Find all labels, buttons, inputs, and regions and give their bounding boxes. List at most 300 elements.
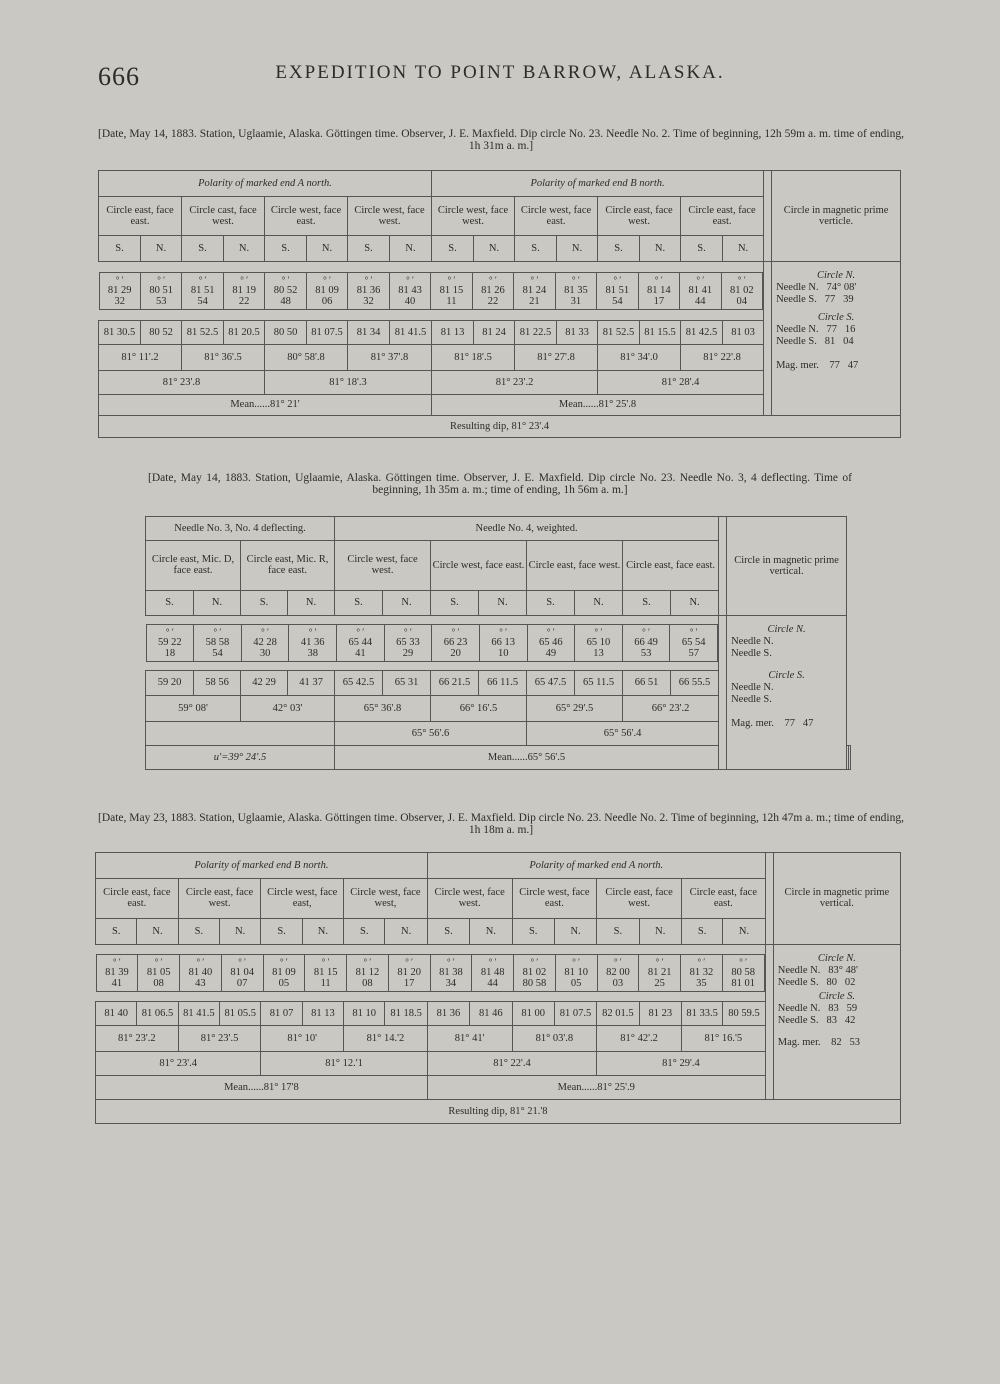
sn-cell: N.	[639, 918, 681, 944]
reading-cell	[432, 624, 480, 661]
sn-cell: S.	[681, 918, 722, 944]
sn-cell: S.	[623, 590, 671, 616]
result-row	[96, 1099, 901, 1123]
pairs-cell: 81° 11'.2	[99, 344, 182, 370]
degree-minute-marks: ° ′	[240, 274, 249, 285]
reading-cell	[527, 624, 575, 661]
position-header: Circle east, face east.	[623, 540, 719, 590]
reading-value: 81 15 11	[439, 284, 464, 307]
sn-cell: S.	[432, 236, 474, 262]
degree-minute-marks: ° ′	[696, 274, 705, 285]
table1	[98, 170, 901, 438]
position-header: Circle east, Mic. D, face east.	[146, 540, 241, 590]
readings-row	[96, 944, 901, 1001]
sn-cell: S.	[527, 590, 575, 616]
means-cell: 81 34	[348, 320, 390, 344]
gap	[765, 853, 773, 945]
means-cell: 81 07.5	[307, 320, 348, 344]
reading-value: 41 36 38	[300, 636, 325, 659]
position-header: Circle west, face east.	[265, 197, 348, 236]
sn-cell: N.	[383, 590, 431, 616]
pairs-cell: 81° 22'.8	[681, 344, 764, 370]
degree-minute-marks: ° ′	[363, 956, 372, 967]
reading-value: 81 41 44	[688, 284, 713, 307]
position-header: Circle west, face west.	[427, 879, 512, 918]
circle-s-label: Circle S.	[768, 670, 805, 682]
reading-value: 65 33 29	[396, 636, 420, 659]
sn-cell: S.	[146, 590, 194, 616]
reading-value: 81 39 41	[105, 966, 129, 989]
mag-mer-value: Mag. mer. 82 53	[777, 1036, 860, 1048]
degree-minute-marks: ° ′	[157, 274, 166, 285]
means-cell: 81 36	[427, 1001, 469, 1025]
group-b-header: Needle No. 4, weighted.	[335, 517, 719, 541]
quad-mean: 65° 56'.6	[335, 722, 527, 746]
position-header: Circle cast, face west.	[182, 197, 265, 236]
degree-minute-marks: ° ′	[196, 956, 205, 967]
table2-caption: [Date, May 14, 1883. Station, Uglaamie, Alaska. Göttingen time. Observer, J. E. Maxfield. Dip circle No. 23. Needle No. 3, 4 deflecting. Time of beginning, 1h 35m a. m.; time of ending, 1h 56m a. m.]	[148, 472, 852, 496]
needle-n-value: Needle N.	[731, 636, 774, 648]
sn-cell: S.	[265, 236, 307, 262]
means-cell: 81 33	[557, 320, 598, 344]
reading-cell	[680, 272, 721, 309]
sn-cell: N.	[137, 918, 178, 944]
means-cell: 81 52.5	[598, 320, 640, 344]
readings-row	[99, 262, 901, 321]
sn-cell: N.	[554, 918, 596, 944]
sn-cell: N.	[302, 918, 343, 944]
pairs-cell: 81° 34'.0	[598, 344, 681, 370]
means-cell: 81 22.5	[515, 320, 557, 344]
degree-minute-marks: ° ′	[321, 956, 330, 967]
u-value: u'=39° 24'.5	[146, 746, 335, 770]
reading-cell	[638, 272, 679, 309]
sn-cell: N.	[671, 590, 719, 616]
reading-cell	[514, 954, 556, 991]
mag-mer-value: Mag. mer. 77 47	[731, 718, 814, 730]
position-header: Circle east, face east.	[96, 879, 179, 918]
degree-minute-marks: ° ′	[546, 626, 555, 637]
result-row	[99, 416, 901, 438]
position-header: Circle west, face west,	[344, 879, 428, 918]
position-header: Circle west, face east.	[512, 879, 597, 918]
readings-cell	[96, 944, 766, 1001]
pairs-cell: 81° 36'.5	[182, 344, 265, 370]
reading-value: 81 29 32	[107, 284, 132, 307]
readings-inner-row	[146, 624, 718, 661]
means-cell: 81 23	[639, 1001, 681, 1025]
reading-value: 65 46 49	[539, 636, 563, 659]
reading-value: 81 02 80 58	[522, 966, 547, 989]
pairs-cell: 81° 37'.8	[348, 344, 432, 370]
readings-inner-row	[96, 954, 764, 991]
reading-cell	[289, 624, 337, 661]
reading-value: 81 38 34	[439, 966, 463, 989]
circle-s-label: Circle S.	[818, 990, 856, 1002]
means-cell: 81 18.5	[385, 1001, 427, 1025]
side-header: Circle in magnetic prime verticle.	[772, 171, 901, 262]
reading-value: 81 35 31	[564, 284, 588, 307]
sn-cell: N.	[479, 590, 527, 616]
group-b-header: Polarity of marked end A north.	[427, 853, 765, 879]
reading-cell	[347, 954, 389, 991]
pairs-cell: 80° 58'.8	[265, 344, 348, 370]
degree-minute-marks: ° ′	[364, 274, 373, 285]
needle-n-value: Needle N. 77 16	[776, 324, 856, 336]
reading-cell	[555, 272, 596, 309]
pairs-cell: 66° 16'.5	[431, 696, 527, 722]
pairs-cell: 81° 41'	[427, 1025, 512, 1051]
reading-cell	[622, 624, 670, 661]
sn-cell: S.	[512, 918, 554, 944]
quads-cell: 81° 18'.3	[265, 370, 432, 394]
means-cell: 80 52	[141, 320, 182, 344]
degree-minute-marks: ° ′	[530, 956, 539, 967]
reading-value: 82 00 03	[606, 966, 630, 989]
pairs-cell: 81° 03'.8	[512, 1025, 597, 1051]
reading-value: 80 52 48	[273, 284, 298, 307]
group-a-header: Polarity of marked end B north.	[96, 853, 428, 879]
degree-minute-marks: ° ′	[154, 956, 163, 967]
quads-cell: 81° 22'.4	[427, 1051, 596, 1075]
degree-minute-marks: ° ′	[405, 956, 414, 967]
means-cell: 81 06.5	[137, 1001, 178, 1025]
reading-value: 81 04 07	[230, 966, 254, 989]
reading-value: 81 32 35	[689, 966, 714, 989]
position-header: Circle east, face west.	[597, 879, 682, 918]
means-cell: 81 13	[432, 320, 474, 344]
degree-minute-marks: ° ′	[238, 956, 247, 967]
quads-cell: 81° 28'.4	[598, 370, 764, 394]
reading-value: 81 05 08	[146, 966, 171, 989]
reading-cell	[670, 624, 718, 661]
group-b-header: Polarity of marked end B north.	[432, 171, 764, 197]
quad-mean: 65° 56'.4	[527, 722, 719, 746]
reading-value: 65 44 41	[348, 636, 373, 659]
degree-minute-marks: ° ′	[446, 956, 455, 967]
sn-cell: N.	[385, 918, 427, 944]
reading-cell	[348, 272, 389, 309]
reading-cell	[514, 272, 555, 309]
pairs-cell: 81° 10'	[261, 1025, 344, 1051]
circle-n-label: Circle N.	[767, 624, 806, 636]
halves-cell: Mean......81° 25'.8	[432, 394, 764, 416]
means-cell: 81 07.5	[554, 1001, 596, 1025]
pairs-cell: 65° 36'.8	[335, 696, 431, 722]
sn-cell: N.	[224, 236, 265, 262]
reading-value: 80 51 53	[149, 284, 174, 307]
degree-minute-marks: ° ′	[323, 274, 331, 285]
means-cell: 58 56	[194, 670, 241, 696]
reading-cell	[430, 954, 472, 991]
degree-minute-marks: ° ′	[308, 626, 317, 637]
means-cell: 66 51	[623, 670, 671, 696]
reading-cell	[263, 954, 305, 991]
table2	[145, 516, 851, 770]
position-header: Circle west, face east,	[261, 879, 344, 918]
degree-minute-marks: ° ′	[261, 626, 269, 637]
reading-cell	[597, 272, 638, 309]
means-cell: 65 31	[383, 670, 431, 696]
position-header: Circle west, face east.	[431, 540, 527, 590]
sn-cell: S.	[241, 590, 288, 616]
gap	[764, 171, 772, 262]
reading-value: 81 10 05	[564, 966, 588, 989]
pairs-cell: 81° 18'.5	[432, 344, 515, 370]
sn-cell: S.	[178, 918, 219, 944]
sn-cell: N.	[288, 590, 335, 616]
pairs-cell: 65° 29'.5	[527, 696, 623, 722]
position-header: Circle east, face west.	[598, 197, 681, 236]
reading-cell	[138, 954, 180, 991]
means-cell: 65 11.5	[575, 670, 623, 696]
resulting-dip: Resulting dip, 81° 21.'8	[96, 1099, 901, 1123]
degree-minute-marks: ° ′	[488, 956, 497, 967]
reading-value: 81 19 22	[232, 284, 256, 307]
degree-minute-marks: ° ′	[737, 274, 746, 285]
halves-cell: Mean......81° 25'.9	[427, 1075, 765, 1099]
readings-cell	[146, 616, 719, 670]
reading-cell	[681, 954, 723, 991]
position-header: Circle east, face west.	[178, 879, 261, 918]
sn-cell: S.	[261, 918, 302, 944]
quads-cell: 81° 29'.4	[597, 1051, 765, 1075]
degree-minute-marks: ° ′	[165, 626, 174, 637]
reading-cell	[472, 272, 513, 309]
readings-row	[146, 616, 851, 670]
readings-inner	[99, 272, 764, 310]
means-cell: 81 24	[474, 320, 515, 344]
sn-cell: S.	[515, 236, 557, 262]
reading-value: 81 21 25	[647, 966, 672, 989]
reading-cell	[194, 624, 242, 661]
reading-cell	[597, 954, 639, 991]
pairs-cell: 59° 08'	[146, 696, 241, 722]
means-cell: 42 29	[241, 670, 288, 696]
degree-minute-marks: ° ′	[279, 956, 288, 967]
pairs-cell: 42° 03'	[241, 696, 335, 722]
gap	[719, 616, 727, 770]
reading-value: 80 58 81 01	[731, 966, 756, 989]
table3-caption: [Date, May 23, 1883. Station, Uglaamie, Alaska. Göttingen time. Observer, J. E. Maxfield. Dip circle No. 23. Needle No. 2. Time of beginning, 12h 47m a. m.; time of ending, 1h 18m a. m.]	[98, 812, 904, 836]
means-cell: 66 55.5	[671, 670, 719, 696]
position-header: Circle west, face west.	[432, 197, 515, 236]
means-cell: 81 46	[470, 1001, 512, 1025]
means-cell: 81 52.5	[182, 320, 224, 344]
degree-minute-marks: ° ′	[404, 626, 412, 637]
means-cell: 81 05.5	[220, 1001, 261, 1025]
reading-cell	[305, 954, 347, 991]
degree-minute-marks: ° ′	[571, 274, 580, 285]
reading-value: 81 12 08	[355, 966, 380, 989]
sn-cell: S.	[348, 236, 390, 262]
sn-cell: N.	[194, 590, 241, 616]
sn-cell: N.	[390, 236, 432, 262]
means-cell: 81 13	[302, 1001, 343, 1025]
sn-cell: N.	[220, 918, 261, 944]
means-cell: 81 33.5	[681, 1001, 722, 1025]
reading-value: 81 02 04	[729, 284, 754, 307]
pairs-cell: 81° 27'.8	[515, 344, 598, 370]
needle-s-value: Needle S. 83 42	[777, 1014, 856, 1026]
degree-minute-marks: ° ′	[499, 626, 508, 637]
degree-minute-marks: ° ′	[594, 626, 603, 637]
mean-value: Mean......65° 56'.5	[335, 746, 719, 770]
quads-cell: 81° 23'.4	[96, 1051, 261, 1075]
means-cell: 59 20	[146, 670, 194, 696]
reading-value: 81 51 54	[190, 284, 215, 307]
means-cell: 81 41.5	[178, 1001, 219, 1025]
reading-cell	[223, 272, 264, 309]
reading-value: 66 23 20	[443, 636, 468, 659]
reading-cell	[388, 954, 430, 991]
sn-cell: S.	[335, 590, 383, 616]
degree-minute-marks: ° ′	[356, 626, 365, 637]
needle-s-value: Needle S.	[731, 648, 772, 660]
pairs-cell: 81° 16.'5	[681, 1025, 765, 1051]
degree-minute-marks: ° ′	[654, 274, 663, 285]
needle-n-value: Needle N.	[731, 682, 774, 694]
readings-inner-row	[99, 272, 763, 309]
means-cell: 81 40	[96, 1001, 137, 1025]
pairs-cell: 66° 23'.2	[623, 696, 719, 722]
reading-value: 42 28 30	[253, 636, 277, 659]
needle-n-value: Needle N. 83° 48'	[777, 964, 858, 976]
pairs-cell: 81° 14.'2	[344, 1025, 428, 1051]
side-panel	[727, 616, 847, 770]
means-cell: 82 01.5	[597, 1001, 639, 1025]
reading-value: 59 22 18	[158, 636, 182, 659]
reading-value: 66 49 53	[634, 636, 658, 659]
degree-minute-marks: ° ′	[642, 626, 650, 637]
reading-cell	[431, 272, 472, 309]
means-cell: 41 37	[288, 670, 335, 696]
degree-minute-marks: ° ′	[447, 274, 456, 285]
reading-value: 66 13 10	[491, 636, 515, 659]
degree-minute-marks: ° ′	[613, 956, 622, 967]
group-a-header: Needle No. 3, No. 4 deflecting.	[146, 517, 335, 541]
reading-cell	[96, 954, 138, 991]
sn-cell: N.	[557, 236, 598, 262]
degree-minute-marks: ° ′	[281, 274, 290, 285]
reading-value: 81 40 43	[188, 966, 213, 989]
position-header: Circle east, Mic. R, face east.	[241, 540, 335, 590]
sn-cell: S.	[427, 918, 469, 944]
reading-cell	[575, 624, 623, 661]
reading-value: 65 10 13	[586, 636, 611, 659]
running-head: EXPEDITION TO POINT BARROW, ALASKA.	[275, 62, 725, 83]
means-cell: 66 11.5	[479, 670, 527, 696]
halves-cell: Mean......81° 21'	[99, 394, 432, 416]
reading-value: 65 54 57	[681, 636, 706, 659]
resulting-dip: Resulting dip, 81° 23'.4	[99, 416, 901, 438]
position-header: Circle west, face west.	[348, 197, 432, 236]
sn-cell: S.	[99, 236, 141, 262]
degree-minute-marks: ° ′	[530, 274, 539, 285]
degree-minute-marks: ° ′	[613, 274, 622, 285]
needle-s-value: Needle S. 77 39	[776, 294, 854, 306]
gap	[765, 944, 773, 1099]
means-cell: 81 42.5	[681, 320, 723, 344]
position-header: Circle east, face west.	[527, 540, 623, 590]
reading-cell	[146, 624, 194, 661]
sn-cell: S.	[681, 236, 723, 262]
reading-cell	[337, 624, 385, 661]
degree-minute-marks: ° ′	[112, 956, 121, 967]
pairs-cell: 81° 23'.2	[96, 1025, 179, 1051]
reading-value: 81 09 05	[272, 966, 296, 989]
sn-cell: N.	[640, 236, 681, 262]
reading-cell	[241, 624, 289, 661]
side-panel	[773, 944, 900, 1099]
needle-n-value: Needle N. 74° 08'	[776, 282, 857, 294]
readings-inner	[146, 624, 719, 662]
sn-cell: N.	[470, 918, 512, 944]
means-cell: 81 03	[723, 320, 764, 344]
sn-cell: N.	[141, 236, 182, 262]
sn-cell: N.	[474, 236, 515, 262]
page-number: 666	[98, 62, 140, 91]
means-cell: 81 10	[344, 1001, 385, 1025]
quads-cell: 81° 12.'1	[261, 1051, 427, 1075]
quads-cell: 81° 23'.8	[99, 370, 265, 394]
reading-cell	[140, 272, 181, 309]
sn-cell: S.	[344, 918, 385, 944]
side-footer	[849, 746, 851, 770]
reading-value: 81 14 17	[647, 284, 671, 307]
means-cell: 81 30.5	[99, 320, 141, 344]
means-cell: 65 47.5	[527, 670, 575, 696]
reading-cell	[221, 954, 263, 991]
means-cell: 65 42.5	[335, 670, 383, 696]
reading-cell	[182, 272, 223, 309]
empty-cell	[146, 722, 335, 746]
reading-value: 81 48 44	[480, 966, 505, 989]
reading-value: 81 26 22	[481, 284, 505, 307]
degree-minute-marks: ° ′	[739, 956, 748, 967]
reading-value: 81 51 54	[605, 284, 630, 307]
sn-cell: N.	[723, 918, 765, 944]
pairs-cell: 81° 42'.2	[597, 1025, 682, 1051]
reading-value: 58 58 54	[205, 636, 230, 659]
sn-cell: S.	[598, 236, 640, 262]
readings-inner	[96, 954, 765, 992]
gap	[764, 262, 772, 416]
reading-cell	[384, 624, 432, 661]
position-header: Circle east, face east.	[681, 197, 764, 236]
means-cell: 81 20.5	[224, 320, 265, 344]
reading-cell	[722, 954, 764, 991]
position-header: Circle west, face east.	[515, 197, 598, 236]
degree-minute-marks: ° ′	[115, 274, 124, 285]
means-cell: 81 07	[261, 1001, 302, 1025]
degree-minute-marks: ° ′	[697, 956, 706, 967]
degree-minute-marks: ° ′	[213, 626, 222, 637]
reading-value: 81 43 40	[398, 284, 422, 307]
position-header: Circle west, face west.	[335, 540, 431, 590]
needle-s-value: Needle S.	[731, 694, 772, 706]
sn-cell: N.	[307, 236, 348, 262]
degree-minute-marks: ° ′	[406, 274, 414, 285]
reading-cell	[721, 272, 763, 309]
side-header: Circle in magnetic prime vertical.	[773, 853, 900, 945]
position-header: Circle east, face east.	[681, 879, 765, 918]
degree-minute-marks: ° ′	[198, 274, 207, 285]
degree-minute-marks: ° ′	[451, 626, 460, 637]
reading-value: 81 24 21	[522, 284, 547, 307]
needle-s-value: Needle S. 81 04	[776, 336, 854, 348]
mag-mer-value: Mag. mer. 77 47	[776, 360, 859, 372]
